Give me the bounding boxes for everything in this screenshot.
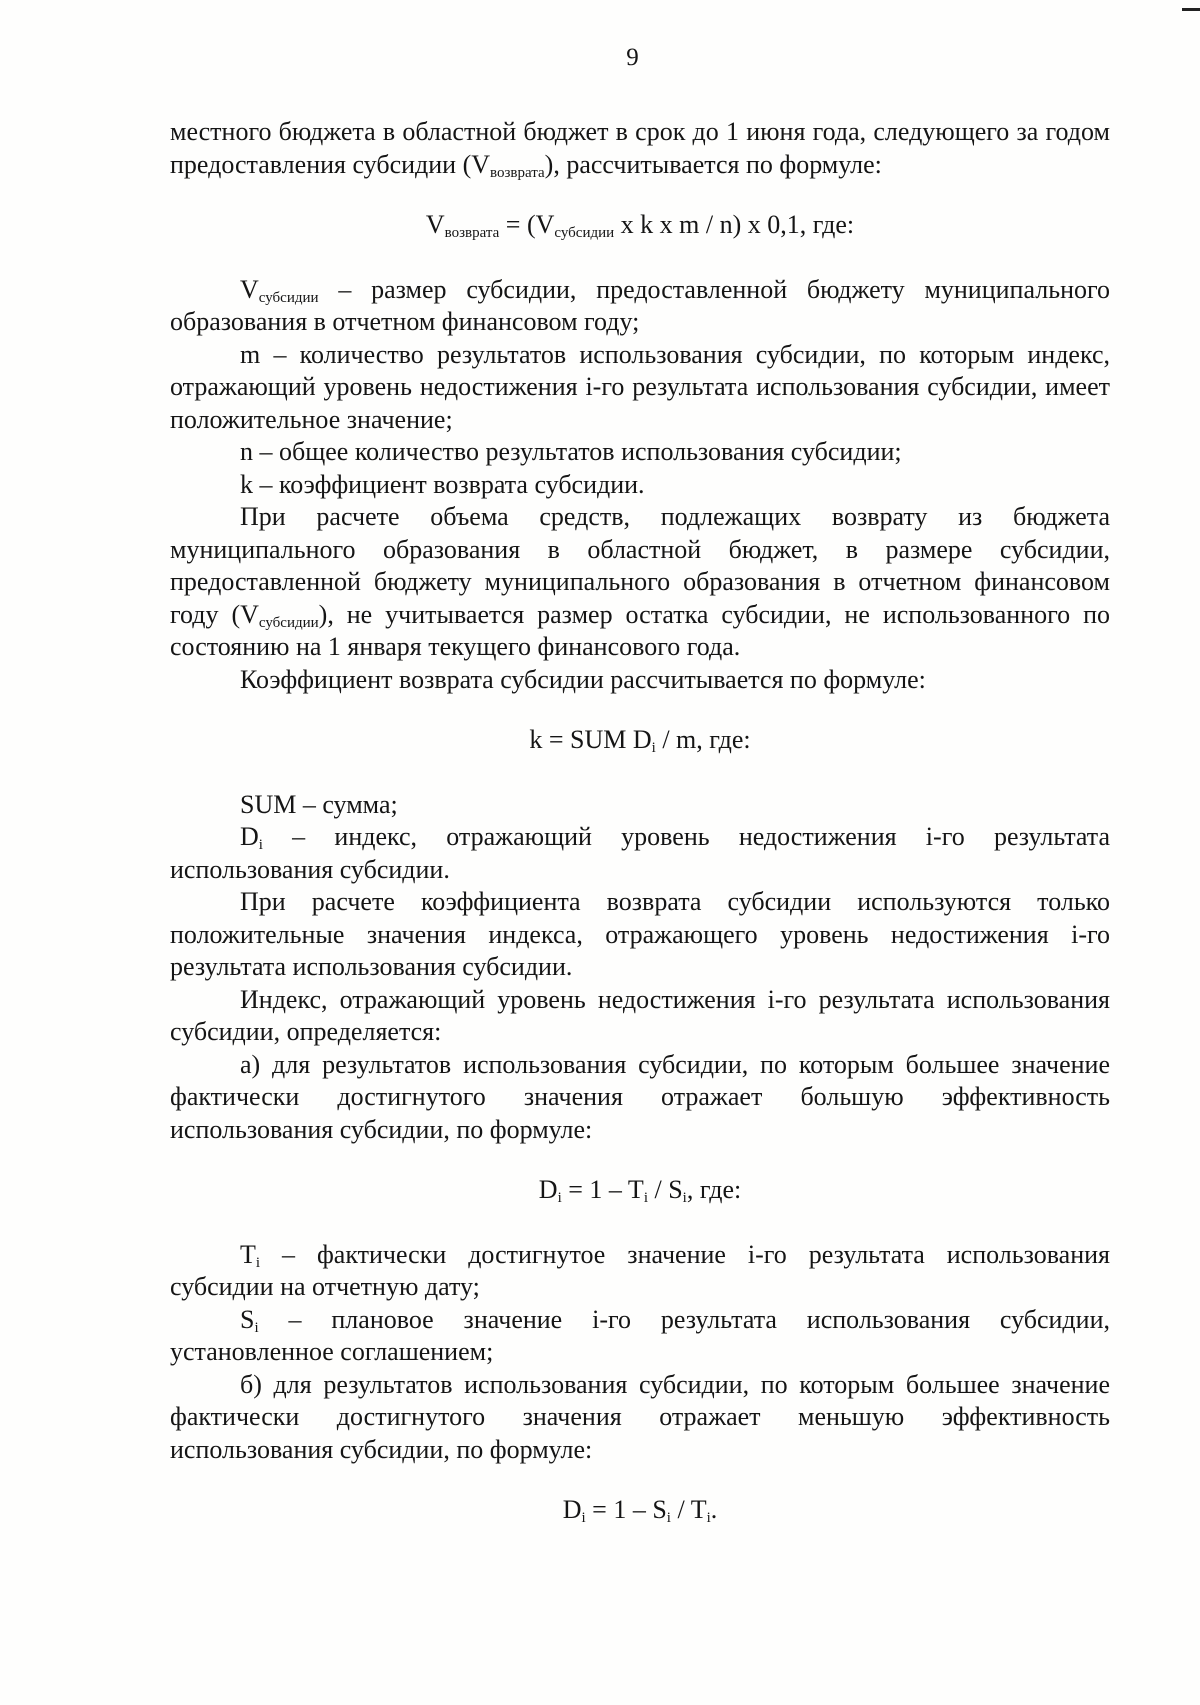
page-number: 9 bbox=[626, 44, 639, 71]
document-body bbox=[170, 116, 1110, 1559]
formula-coefficient: k = SUM $D_i$ / m, где: bbox=[529, 725, 751, 756]
paragraph-coefficient-intro: Коэффициент возврата субсидии рассчитывается по формуле: bbox=[240, 664, 926, 694]
definition-v-subsidy: $V_{субсидии}$ – размер субсидии, предоставленной бюджету муниципального образования в отчетном финансовом году; bbox=[170, 274, 1110, 336]
definition-s: $S_i$ – плановое значение i-го результата использования субсидии, установленное соглашением; bbox=[170, 1304, 1110, 1366]
paragraph-positive-values: При расчете коэффициента возврата субсидии используются только положительные значения индекса, отражающего уровень недостижения i-го результата использования субсидии. bbox=[170, 887, 1110, 981]
definition-k: k – коэффициент возврата субсидии. bbox=[240, 469, 645, 499]
paragraph-intro: местного бюджета в областной бюджет в срок до 1 июня года, следующего за годом предоставления субсидии $(V_{возврата})$, рассчитывается по формуле: bbox=[170, 117, 1110, 181]
definition-t: $T_i$ – фактически достигнутое значение i-го результата использования субсидии на отчетную дату; bbox=[170, 1239, 1110, 1301]
formula-index-a: $D_i = 1 - T_i / S_i$, где: bbox=[538, 1175, 742, 1206]
definition-n: n – общее количество результатов использования субсидии; bbox=[240, 437, 902, 466]
paragraph-case-b: б) для результатов использования субсидии, по которым большее значение фактически достигнутого значения отражает меньшую эффективность использования субсидии, по формуле: bbox=[170, 1369, 1110, 1464]
paragraph-index-determined: Индекс, отражающий уровень недостижения i-го результата использования субсидии, определяется: bbox=[170, 984, 1110, 1046]
definition-sum: SUM – сумма; bbox=[240, 789, 398, 819]
paragraph-case-a: а) для результатов использования субсидии, по которым большее значение фактически достигнутого значения отражает большую эффективность использования субсидии, по формуле: bbox=[170, 1049, 1110, 1144]
formula-index-b: $D_i = 1 - S_i / T_i$. bbox=[562, 1495, 718, 1526]
definition-m: m – количество результатов использования субсидии, по которым индекс, отражающий уровень недостижения i-го результата использования субсидии, имеет положительное значение; bbox=[170, 339, 1110, 434]
paragraph-calculation-note: При расчете объема средств, подлежащих возврату из бюджета муниципального образования в областной бюджет, в размере субсидии, предоставленной бюджету муниципального образования в отчетном финансовом году $(V_{субсидии})$, не учитывается размер остатка субсидии, не использованного по состоянию на 1 января текущего финансового года. bbox=[170, 502, 1110, 661]
formula-return-volume: $V_{возврата} = (V_{субсидии}$ x k x m / n) x 0,1, где: bbox=[425, 210, 855, 241]
scan-corner-mark bbox=[1182, 8, 1200, 11]
definition-d-index: $D_i$ – индекс, отражающий уровень недостижения i-го результата использования субсидии. bbox=[170, 822, 1110, 884]
